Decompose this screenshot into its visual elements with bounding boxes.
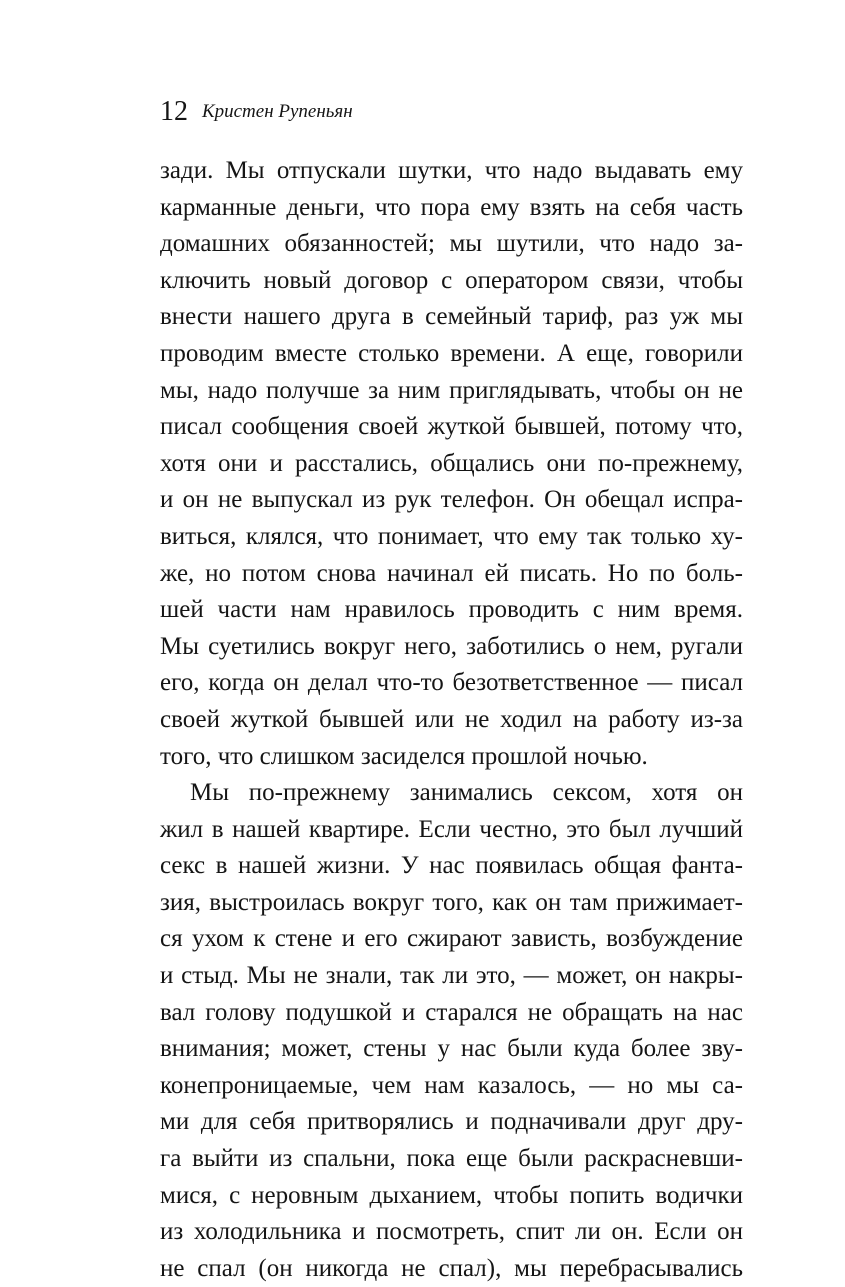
text-line: мися, с неровным дыханием, чтобы попить водички xyxy=(160,1181,743,1209)
body-text xyxy=(160,153,743,1287)
text-line: хотя они и расстались, общались они по-прежнему, xyxy=(160,449,743,477)
text-line: домашних обязанностей; мы шутили, что надо за- xyxy=(160,230,743,258)
text-line: га выйти из спальни, пока еще были раскрасневши- xyxy=(160,1145,743,1173)
text-line: виться, клялся, что понимает, что ему так только ху- xyxy=(160,522,743,550)
text-line: своей жуткой бывшей или не ходил на работу из-за xyxy=(160,705,743,733)
text-line: внести нашего друга в семейный тариф, раз уж мы xyxy=(160,303,743,331)
text-line: Мы суетились вокруг него, заботились о нем, ругали xyxy=(160,632,743,660)
text-line: конепроницаемые, чем нам казалось, — но мы са- xyxy=(160,1071,743,1099)
text-line: писал сообщения своей жуткой бывшей, потому что, xyxy=(160,413,743,441)
text-line: ся ухом к стене и его сжирают зависть, возбуждение xyxy=(160,925,743,953)
text-line: вал голову подушкой и старался не обращать на нас xyxy=(160,998,743,1026)
text-line: ключить новый договор с оператором связи, чтобы xyxy=(160,266,743,294)
text-line: же, но потом снова начинал ей писать. Но по боль- xyxy=(160,559,743,587)
text-line: проводим вместе столько времени. А еще, говорили xyxy=(160,339,743,367)
text-line: ми для себя притворялись и подначивали друг дру- xyxy=(160,1108,743,1136)
paragraph-start-line: Мы по-прежнему занимались сексом, хотя он xyxy=(190,779,743,807)
text-line: и стыд. Мы не знали, так ли это, — может, он накры- xyxy=(160,962,743,990)
text-line: карманные деньги, что пора ему взять на себя часть xyxy=(160,193,743,221)
text-line: секс в нашей жизни. У нас появилась общая фанта- xyxy=(160,852,743,880)
text-line: зади. Мы отпускали шутки, что надо выдавать ему xyxy=(160,157,743,184)
page-number: 12 xyxy=(160,96,188,127)
text-line: зия, выстроилась вокруг того, как он там прижимает- xyxy=(160,888,743,916)
running-head xyxy=(160,96,353,128)
text-line: шей части нам нравилось проводить с ним время. xyxy=(160,596,743,624)
running-head-author: Кристен Рупеньян xyxy=(202,101,353,122)
text-line: внимания; может, стены у нас были куда более зву- xyxy=(160,1035,743,1063)
paragraph-end-line: того, что слишком засиделся прошлой ночью. xyxy=(160,742,648,770)
text-line: не спал (он никогда не спал), мы перебрасывались xyxy=(160,1254,743,1282)
text-line: из холодильника и посмотреть, спит ли он. Если он xyxy=(160,1218,743,1246)
text-line: жил в нашей квартире. Если честно, это был лучший xyxy=(160,815,743,843)
text-line: мы, надо получше за ним приглядывать, чтобы он не xyxy=(160,376,743,404)
text-line: его, когда он делал что-то безответственное — писал xyxy=(160,669,743,697)
text-line: и он не выпускал из рук телефон. Он обещал испра- xyxy=(160,486,743,514)
